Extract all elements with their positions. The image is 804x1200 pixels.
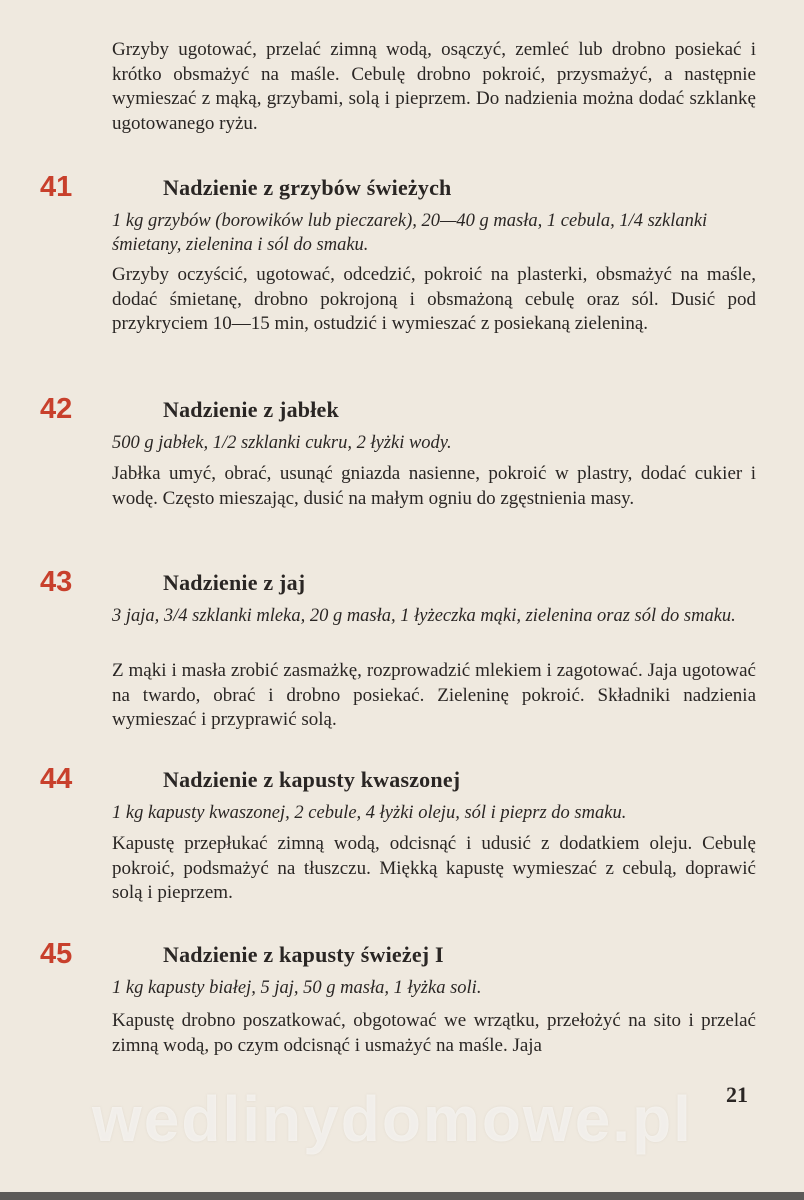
- recipe-number: 44: [40, 763, 73, 795]
- recipe-ingredients: 1 kg grzybów (borowików lub pieczarek), 20—40 g masła, 1 cebula, 1/4 szklanki śmietany, zielenina i sól do smaku.: [112, 211, 708, 255]
- intro-paragraph: Grzyby ugotować, przelać zimną wodą, osączyć, zemleć lub drobno posiekać i krótko obsmażyć na maśle. Cebulę drobno pokroić, przysmażyć, a następnie wymieszać z mąką, grzybami, solą i pieprzem. Do nadzienia można dodać szklankę ugotowanego ryżu.: [112, 39, 756, 134]
- recipe-number: 41: [40, 171, 73, 203]
- page-number: 21: [726, 1082, 748, 1107]
- recipe-number: 45: [40, 938, 73, 970]
- recipe-method: Z mąki i masła zrobić zasmażkę, rozprowadzić mlekiem i zagotować. Jaja ugotować na twardo, obrać i drobno posiekać. Zieleninę pokroić. Składniki nadzienia wymieszać i przyprawić solą.: [112, 660, 756, 731]
- page-bottom-edge: [0, 1192, 804, 1200]
- recipe-method: Jabłka umyć, obrać, usunąć gniazda nasienne, pokroić w plastry, dodać cukier i wodę. Często mieszając, dusić na małym ogniu do zgęstnienia masy.: [112, 463, 756, 509]
- recipe-ingredients: 500 g jabłek, 1/2 szklanki cukru, 2 łyżki wody.: [112, 433, 452, 453]
- recipe-method: Grzyby oczyścić, ugotować, odcedzić, pokroić na plasterki, obsmażyć na maśle, dodać śmietanę, drobno pokrojoną i obsmażoną cebulę oraz sól. Dusić pod przykryciem 10—15 min, ostudzić i wymieszać z posiekaną zieleniną.: [112, 264, 756, 335]
- recipe-ingredients: 3 jaja, 3/4 szklanki mleka, 20 g masła, 1 łyżeczka mąki, zielenina oraz sól do smaku.: [112, 606, 736, 626]
- recipe-number: 42: [40, 393, 73, 425]
- watermark: wedlinydomowe.pl: [92, 1083, 693, 1155]
- recipe-ingredients: 1 kg kapusty kwaszonej, 2 cebule, 4 łyżki oleju, sól i pieprz do smaku.: [112, 803, 627, 823]
- recipe-title: Nadzienie z jaj: [163, 570, 306, 595]
- recipe-ingredients: 1 kg kapusty białej, 5 jaj, 50 g masła, 1 łyżka soli.: [112, 978, 482, 998]
- recipe-title: Nadzienie z grzybów świeżych: [163, 175, 452, 200]
- recipe-title: Nadzienie z jabłek: [163, 397, 339, 422]
- recipe-method: Kapustę przepłukać zimną wodą, odcisnąć i udusić z dodatkiem oleju. Cebulę pokroić, podsmażyć na tłuszczu. Miękką kapustę wymieszać z cebulą, doprawić solą i pieprzem.: [112, 833, 756, 904]
- recipe-method: Kapustę drobno poszatkować, obgotować we wrzątku, przełożyć na sito i przelać zimną wodą, po czym odcisnąć i usmażyć na maśle. Jaja: [112, 1010, 756, 1056]
- recipe-number: 43: [40, 566, 73, 598]
- recipe-title: Nadzienie z kapusty kwaszonej: [163, 767, 461, 792]
- recipe-title: Nadzienie z kapusty świeżej I: [163, 942, 444, 967]
